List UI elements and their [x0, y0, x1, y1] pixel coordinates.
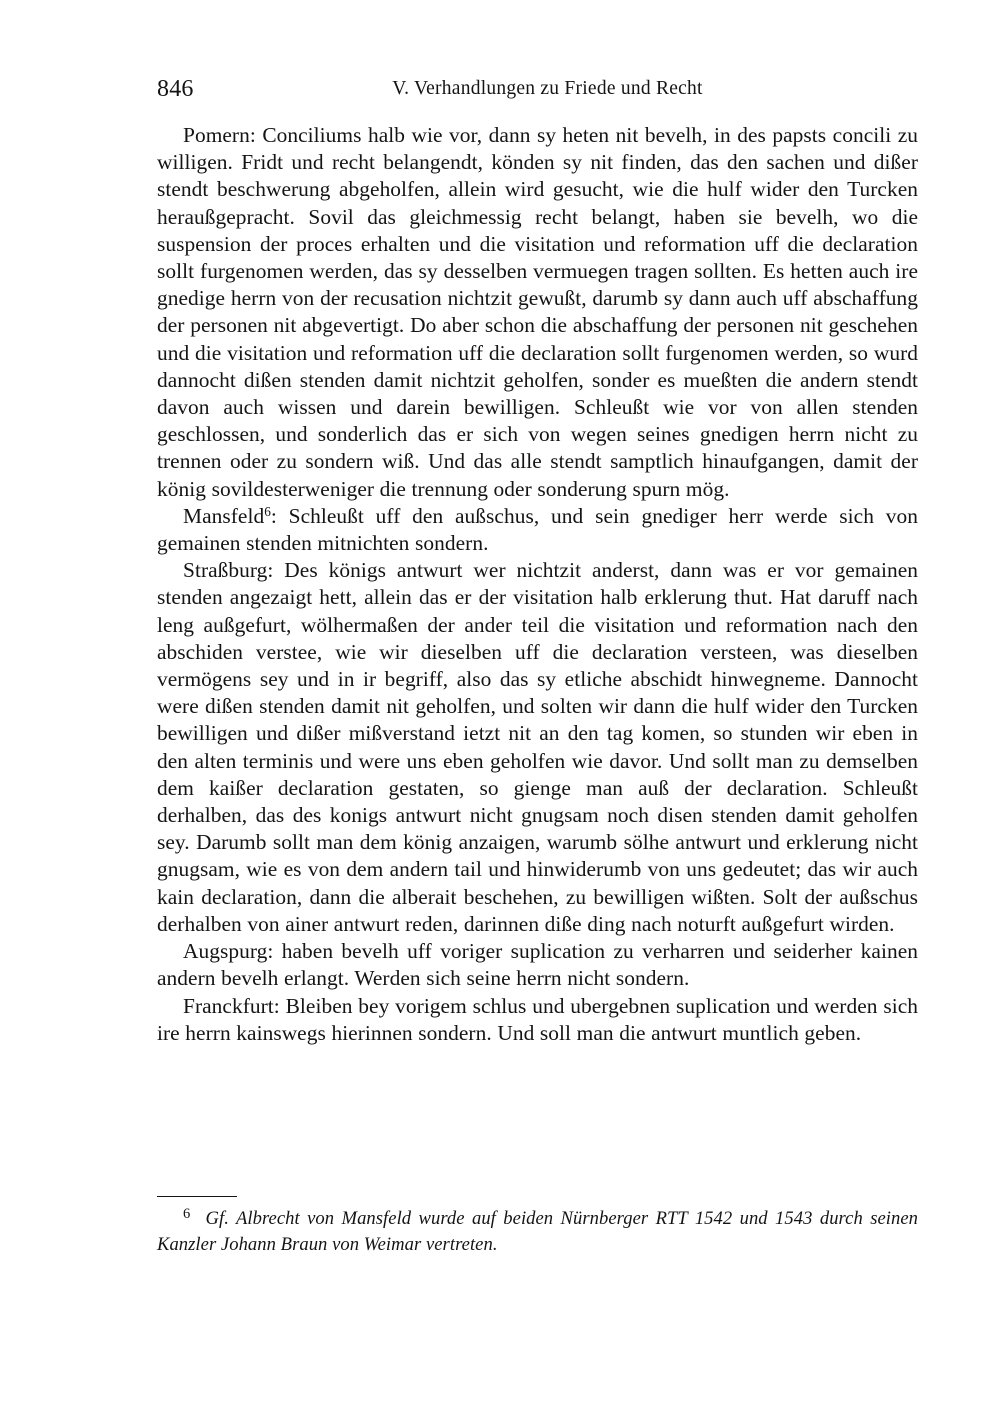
page-header: [157, 74, 918, 104]
footnote-entry-6: [157, 1206, 918, 1257]
paragraph-franckfurt: Franckfurt: Bleiben bey vorigem schlus und ubergebnen suplication und werden sich ire herrn kainswegs hierinnen sondern. Und soll man die antwurt muntlich geben.: [157, 993, 918, 1045]
paragraph-strassburg: Straßburg: Des königs antwurt wer nichtzit anderst, dann was er vor gemainen stenden angezaigt hett, allein das er der visitation halb erklerung thut. Hat daruff nach leng außgefurt, wölhermaßen der ander teil die visitation und reformation nach den abschiden verstee, wie wir dieselben uff die declaration versteen, was dieselben vermögens sey und in ir begriff, also das sy etliche abschidt hinwegneme. Dannocht were dißen stenden damit nit geholfen, und solten wir dann die hulf wider den Turcken bewilligen und dißer mißverstand ietzt nit an den tag komen, so stunden wir eben in den alten terminis und were uns eben geholfen wie davor. Und sollt man zu demselben dem kaißer declaration gestaten, so gienge man auß der declaration. Schleußt derhalben, das des konigs antwurt nicht gnugsam noch disen stenden damit geholfen sey. Darumb sollt man dem könig anzaigen, warumb sölhe antwurt und erklerung nicht gnugsam, wie es von dem andern tail und hinwiderumb von uns gedeutet; das wir auch kain declaration, dann die alberait beschehen, zu bewilligen wißten. Solt der außschus derhalben von ainer antwurt reden, darinnen diße ding nach noturft außgefurt wirden.: [157, 558, 918, 936]
footnote-text: Gf. Albrecht von Mansfeld wurde auf beiden Nürnberger RTT 1542 und 1543 durch seinen Kanzler Johann Braun von Weimar vertreten.: [157, 1208, 918, 1255]
page-number: 846: [157, 76, 194, 102]
footnote-number: 6: [183, 1205, 191, 1222]
footnote-separator-rule: [157, 1196, 237, 1197]
paragraph-mansfeld: [157, 503, 918, 557]
paragraph-mansfeld-text-before-ref: Mansfeld: [183, 503, 265, 528]
paragraph-pomern: Pomern: Conciliums halb wie vor, dann sy heten nit bevelh, in des papsts concili zu willigen. Fridt und recht belangendt, könden sy nit finden, das den sachen und dißer stendt beschwerung abgeholfen, allein wird gesucht, wie die hulf wider den Turcken heraußgepracht. Sovil das gleichmessig recht belangt, haben sie bevelh, wo die suspension der proces erhalten und die visitation und reformation uff die declaration sollt furgenomen werden, das sy desselben vermuegen tragen sollten. Es hetten auch ire gnedige herrn von der recusation nichtzit gewußt, darumb sy dann auch uff abschaffung der personen nit abgevertigt. Do aber schon die abschaffung der personen nit geschehen und die visitation und reformation uff die declaration sollt furgenomen werden, so wurd dannocht dißen stenden damit nichtzit geholfen, sonder es mueßten die andern stendt davon auch wissen und darein bewilligen. Schleußt wie vor von allen stenden geschlossen, und sonderlich das er sich von wegen seines gnedigen herrn nicht zu trennen oder zu sondern wiß. Und das alle stendt samptlich hinaufgangen, damit der könig sovildesterweniger die trennung oder sonderung spurn mög.: [157, 123, 918, 501]
footnote-area: [157, 1196, 918, 1257]
running-title: V. Verhandlungen zu Friede und Recht: [392, 78, 703, 99]
paragraph-augspurg: Augspurg: haben bevelh uff voriger suplication zu verharren und seiderher kainen andern bevelh erlangt. Werden sich seine herrn nicht sondern.: [157, 939, 918, 991]
paragraph-mansfeld-text-after-ref: : Schleußt uff den außschus, und sein gnediger herr werde sich von gemainen stenden mitnichten sondern.: [157, 503, 918, 556]
footnote-reference-6[interactable]: 6: [264, 503, 271, 519]
body-text-block: [157, 122, 918, 1047]
